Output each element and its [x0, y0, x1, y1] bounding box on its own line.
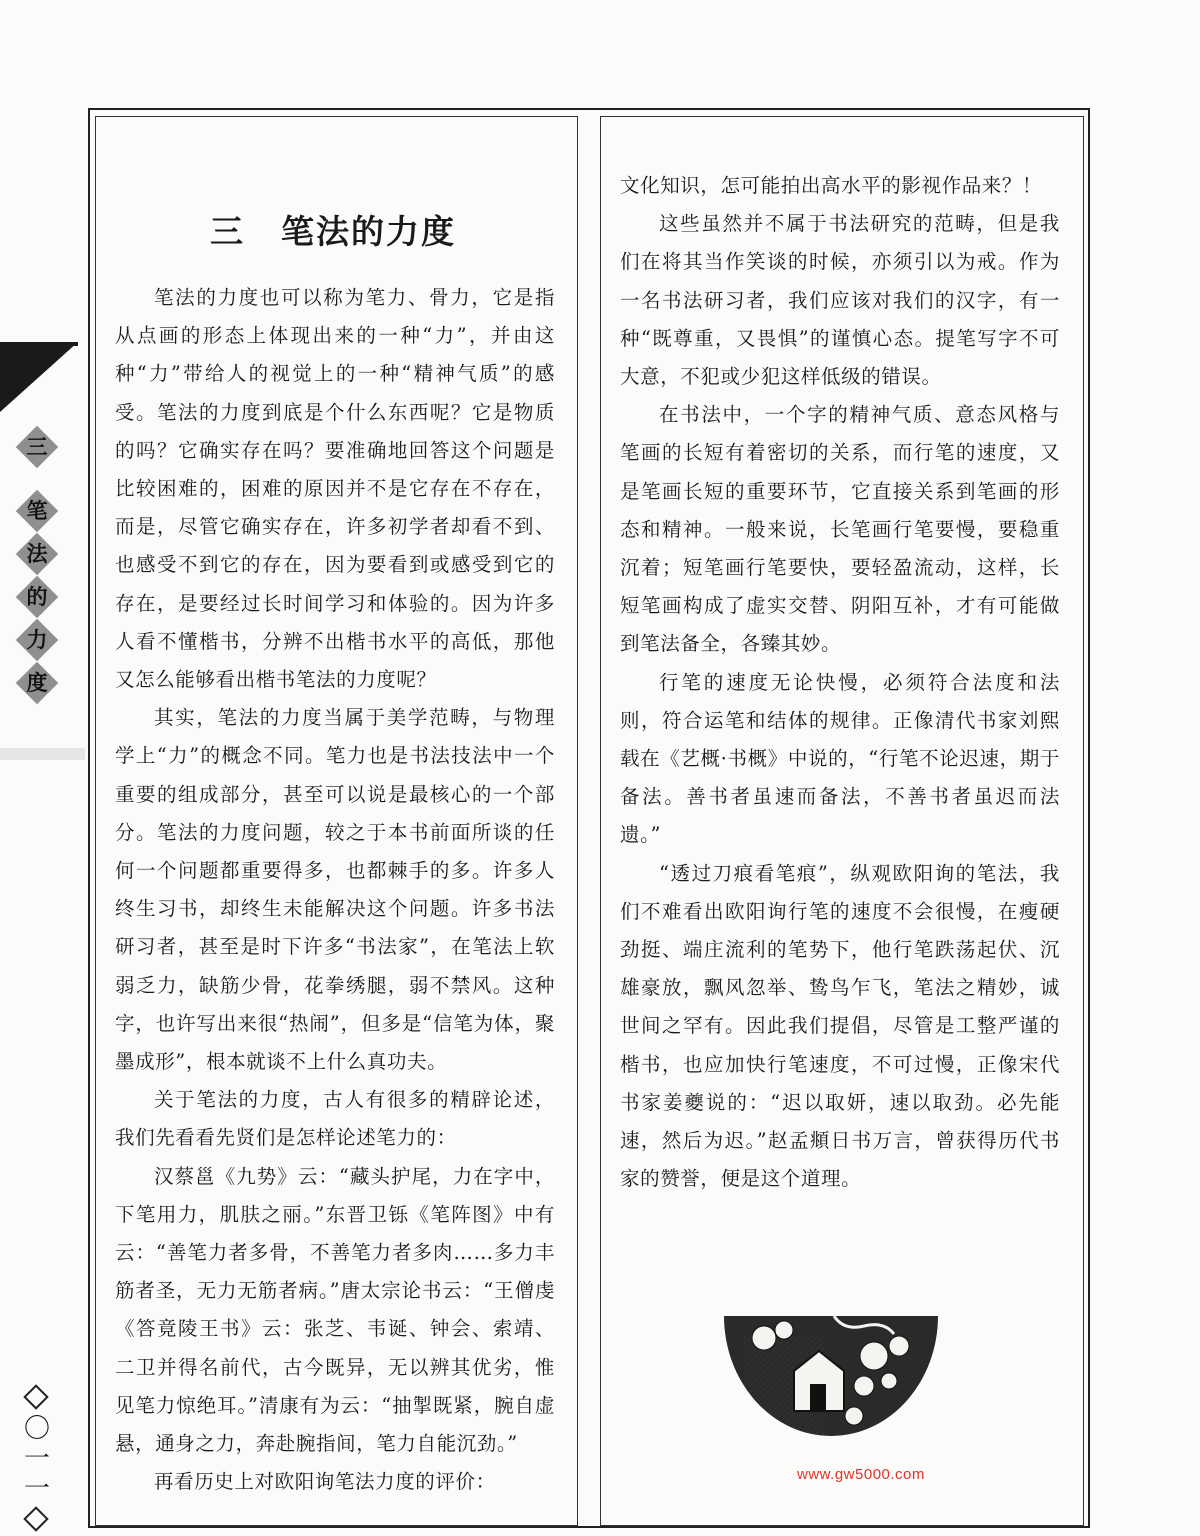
- page-number-digit: 〇: [24, 1414, 51, 1444]
- page-number-diamond-icon: [23, 1384, 48, 1409]
- side-tab-char: 法: [26, 541, 48, 566]
- side-tab-bar: [0, 342, 78, 346]
- paragraph: 在书法中，一个字的精神气质、意态风格与笔画的长短有着密切的关系，而行笔的速度，又是笔画长短的重要环节，它直接关系到笔画的形态和精神。一般来说，长笔画行笔要慢，要稳重沉着；短笔画行笔要快，要轻盈流动，这样，长短笔画构成了虚实交替、阴阳互补，才有可能做到笔法备全，各臻其妙。: [620, 403, 1060, 656]
- paragraph: 汉蔡邕《九势》云：“藏头护尾，力在字中，下笔用力，肌肤之丽。”东晋卫铄《笔阵图》中有云：“善笔力者多骨，不善笔力者多肉……多力丰筋者圣，无力无筋者病。”唐太宗论书云：“王僧虔《答竟陵王书》云：张芝、韦诞、钟会、索靖、二卫并得名前代，古今既异，无以辨其优劣，惟见笔力惊绝耳。”清康有为云：“抽掣既紧，腕自虚悬，通身之力，奔赴腕指间，笔力自能沉劲。”: [115, 1164, 555, 1456]
- side-tab-item: [18, 664, 56, 702]
- paragraph: 关于笔法的力度，古人有很多的精辟论述，我们先看看先贤们是怎样论述笔力的：: [115, 1088, 555, 1150]
- side-tab-char: 的: [26, 584, 48, 609]
- watermark-url: www.gw5000.com: [797, 1466, 925, 1483]
- side-tab-char: 三: [26, 434, 48, 459]
- section-title: [210, 206, 456, 253]
- side-tab-char: 力: [26, 627, 48, 652]
- side-tab-triangle: [0, 342, 78, 412]
- side-tab-char: 度: [26, 670, 48, 695]
- section-title-text: 笔法的力度: [281, 212, 456, 251]
- side-tab-item: [18, 621, 56, 659]
- page-number-diamond-icon: [23, 1506, 48, 1531]
- section-number: 三: [210, 212, 245, 251]
- right-column-text: [620, 167, 1060, 1198]
- paragraph: 其实，笔法的力度当属于美学范畴，与物理学上“力”的概念不同。笔力也是书法技法中一个重要的组成部分，甚至可以说是最核心的一个部分。笔法的力度问题，较之于本书前面所谈的任何一个问题都重要得多，也都棘手的多。许多人终生习书，却终生未能解决这个问题。许多书法研习者，甚至是时下许多“书法家”，在笔法上软弱乏力，缺筋少骨，花拳绣腿，弱不禁风。这种字，也许写出来很“热闹”，但多是“信笔为体，聚墨成形”，根本就谈不上什么真功夫。: [115, 706, 555, 1074]
- paragraph: 行笔的速度无论快慢，必须符合法度和法则，符合运笔和结体的规律。正像清代书家刘熙载在《艺概·书概》中说的，“行笔不论迟速，期于备法。善书者虽速而备法，不善书者虽迟而法遗。”: [620, 670, 1060, 847]
- side-tab-item: [18, 428, 56, 466]
- paragraph: “透过刀痕看笔痕”，纵观欧阳询的笔法，我们不难看出欧阳询行笔的速度不会很慢，在瘦硬劲挺、端庄流利的笔势下，他行笔跌荡起伏、沉雄豪放，飘风忽举、鸷鸟乍飞，笔法之精妙，诚世间之罕有。因此我们提倡，尽管是工整严谨的楷书，也应加快行笔速度，不可过慢，正像宋代书家姜夔说的：“迟以取妍，速以取劲。必先能速，然后为迟。”赵孟頫日书万言，曾获得历代书家的赞誉，便是这个道理。: [620, 861, 1060, 1191]
- side-tab-item: [18, 492, 56, 530]
- margin-strip: [0, 748, 85, 760]
- paragraph: 再看历史上对欧阳询笔法力度的评价：: [154, 1470, 496, 1494]
- side-tab-char: 笔: [26, 498, 48, 523]
- landscape-vignette-icon: [724, 1316, 938, 1436]
- side-tab-item: [18, 535, 56, 573]
- page-number-digit: 一: [24, 1474, 51, 1504]
- paragraph: 笔法的力度也可以称为笔力、骨力，它是指从点画的形态上体现出来的一种“力”，并由这种“力”带给人的视觉上的一种“精神气质”的感受。笔法的力度到底是个什么东西呢？它是物质的吗？它确实存在吗？要准确地回答这个问题是比较困难的，困难的原因并不是它存在不存在，而是，尽管它确实存在，许多初学者却看不到、也感受不到它的存在，因为要看到或感受到它的存在，是要经过长时间学习和体验的。因为许多人看不懂楷书，分辨不出楷书水平的高低，那他又怎么能够看出楷书笔法的力度呢？: [115, 286, 555, 692]
- left-column-text: [115, 279, 555, 1502]
- side-tab-item: [18, 578, 56, 616]
- paragraph: 这些虽然并不属于书法研究的范畴，但是我们在将其当作笑谈的时候，亦须引以为戒。作为一名书法研习者，我们应该对我们的汉字，有一种“既尊重，又畏惧”的谨慎心态。提笔写字不可大意，不犯或少犯这样低级的错误。: [620, 212, 1060, 389]
- page-number-digit: 一: [24, 1444, 51, 1474]
- page-number: [24, 1382, 51, 1536]
- paragraph: 文化知识，怎可能拍出高水平的影视作品来？！: [620, 174, 1043, 197]
